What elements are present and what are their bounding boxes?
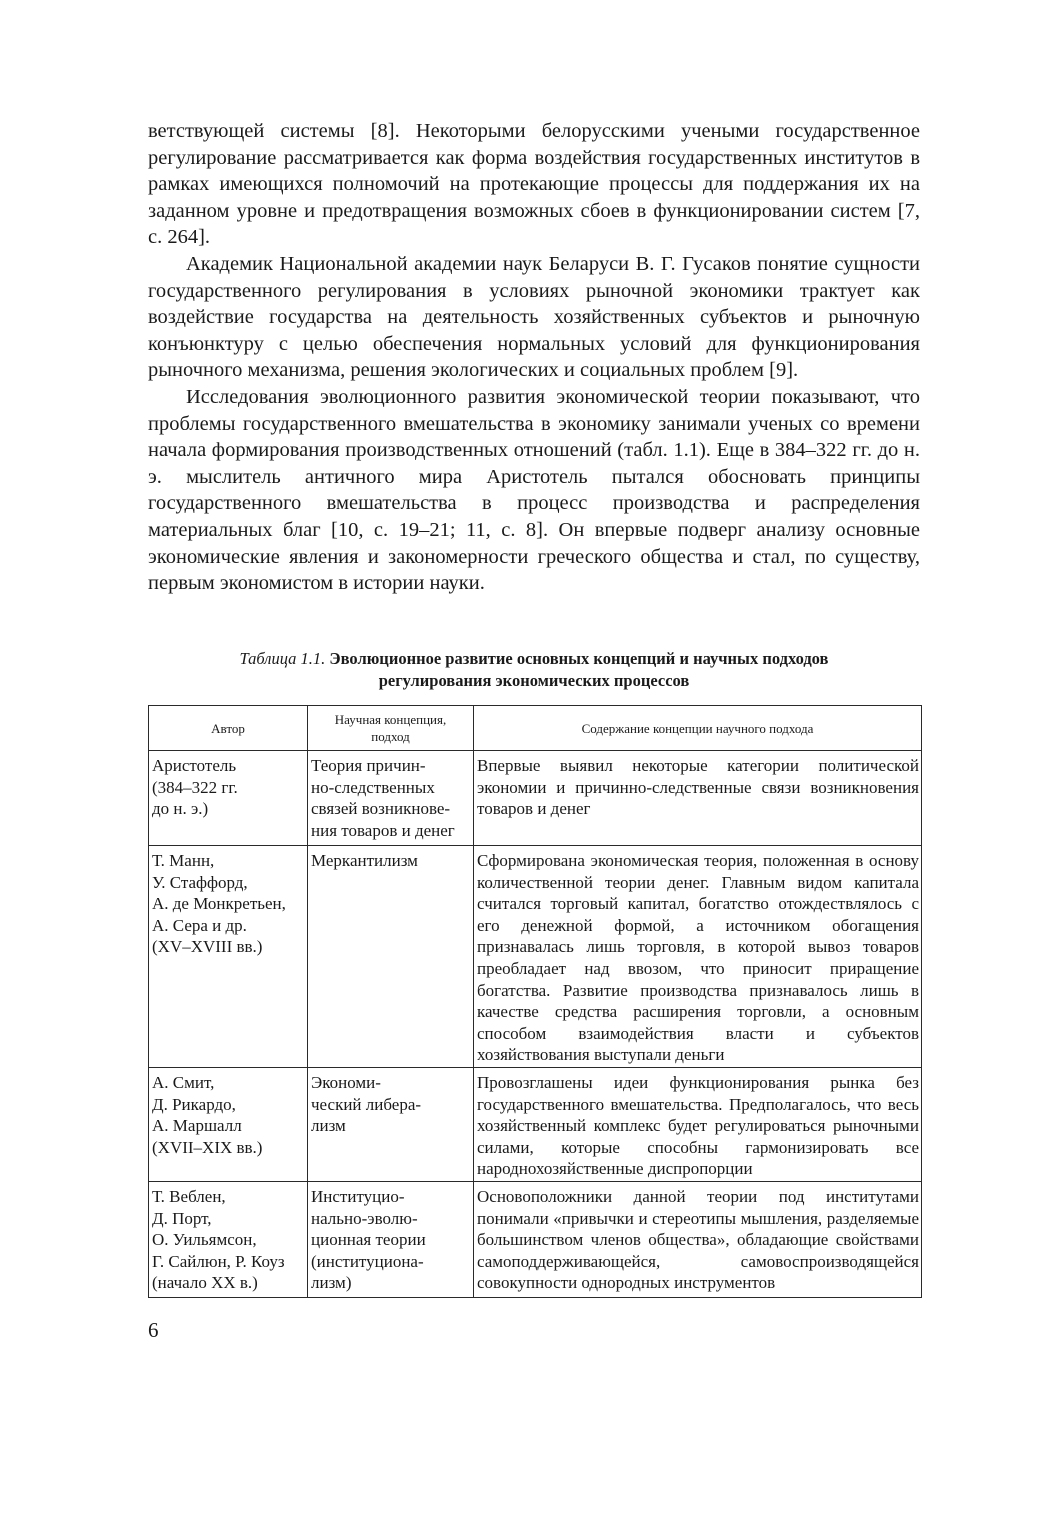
author-line: Д. Порт,	[152, 1208, 212, 1228]
concept-cell	[308, 751, 474, 846]
table-row	[149, 846, 922, 1068]
concept-line: но-следственных	[311, 777, 435, 797]
concept-line: связей возникнове-	[311, 799, 451, 819]
content-cell: Сформирована экономическая теория, положенная в основу количественной теории денег. Главным видом капитала считался торговый капитал, богатство отождествлялось с его денежной формой, а источником обогащения признавалась лишь торговля, в которой вывоз товаров преобладает над ввозом, что приносит приращение богатства. Развитие производства признавалось лишь в качестве средства расширения торговли, а основным способом взаимодействия власти и субъектов хозяйствования выступали деньги	[474, 846, 922, 1068]
author-line: Т. Манн,	[152, 851, 215, 870]
paragraph-2: Академик Национальной академии наук Беларуси В. Г. Гусаков понятие сущности государственного регулирования в условиях рыночной экономики трактует как воздействие государства на деятельность хозяйственных субъектов и рыночную конъюнктуру с целью обеспечения нормальных условий для функционирования рыночного механизма, решения экологических и социальных проблем [9].	[148, 252, 920, 382]
concept-line: нально-эволю-	[311, 1208, 418, 1228]
concept-line: ционная теории	[311, 1230, 426, 1250]
header-content: Содержание концепции научного подхода	[474, 706, 922, 751]
author-line: А. Маршалл	[152, 1116, 242, 1136]
concept-line: Теория причин-	[311, 756, 426, 775]
author-cell	[149, 751, 308, 846]
table-caption-title-line1: Эволюционное развитие основных концепций и научных подходов	[329, 649, 829, 668]
author-line: Т. Веблен,	[152, 1186, 226, 1206]
concepts-table	[148, 705, 922, 1298]
author-cell	[149, 1181, 308, 1297]
author-line: У. Стаффорд,	[152, 872, 248, 892]
author-line: Г. Сайлюн, Р. Коуз	[152, 1251, 285, 1271]
header-author: Автор	[149, 706, 308, 751]
author-cell	[149, 846, 308, 1068]
concept-line: лизм)	[311, 1273, 352, 1293]
content-cell: Провозглашены идеи функционирования рынка без государственного вмешательства. Предполагалось, что весь хозяйственный комплекс будет регулироваться рыночными силами, которые способны гармонизировать все народнохозяйственные диспропорции	[474, 1067, 922, 1181]
concept-line: ния товаров и денег	[311, 820, 455, 840]
page-number: 6	[148, 1318, 159, 1342]
concept-cell	[308, 1067, 474, 1181]
table-header-row	[149, 706, 922, 751]
concept-line: Институцио-	[311, 1186, 405, 1206]
concept-line: Экономи-	[311, 1072, 381, 1092]
table-caption-label: Таблица 1.1.	[239, 649, 326, 668]
author-line: (XV–XVIII вв.)	[152, 937, 263, 957]
concept-cell	[308, 846, 474, 1068]
table-caption	[148, 648, 920, 692]
body-text	[148, 118, 920, 597]
header-concept: Научная концепция, подход	[308, 706, 474, 751]
author-line: А. де Монкретьен,	[152, 894, 286, 914]
table-row	[149, 751, 922, 846]
table-caption-title-line2: регулирования экономических процессов	[378, 671, 690, 690]
content-cell: Основоположники данной теории под институтами понимали «привычки и стереотипы мышления, разделяемые большинством членов общества», обладающие свойствами самоподдерживающейся, самовоспроизводящейся совокупности однородных инструментов	[474, 1181, 922, 1297]
author-line: (начало XX в.)	[152, 1273, 258, 1293]
content-cell: Впервые выявил некоторые категории политической экономии и причинно-следственные связи возникновения товаров и денег	[474, 751, 922, 846]
author-line: Аристотель	[152, 756, 237, 775]
table-row	[149, 1067, 922, 1181]
concept-line: Меркантилизм	[311, 851, 418, 870]
author-line: О. Уильямсон,	[152, 1230, 257, 1250]
paragraph-3: Исследования эволюционного развития экономической теории показывают, что проблемы государственного вмешательства в экономику занимали ученых со времени начала формирования производственных отношений (табл. 1.1). Еще в 384–322 гг. до н. э. мыслитель античного мира Аристотель пытался обосновать принципы государственного вмешательства в процесс производства и распределения материальных благ [10, с. 19–21; 11, с. 8]. Он впервые подверг анализу основные экономические явления и закономерности греческого общества и стал, по существу, первым экономистом в истории науки.	[148, 385, 920, 595]
author-line: А. Сера и др.	[152, 915, 247, 935]
author-line: А. Смит,	[152, 1072, 215, 1092]
author-line: (XVII–XIX вв.)	[152, 1137, 263, 1157]
table-row	[149, 1181, 922, 1297]
concept-line: ческий либера-	[311, 1094, 422, 1114]
concept-line: (институциона-	[311, 1251, 424, 1271]
paragraph-1: ветствующей системы [8]. Некоторыми белорусскими учеными государственное регулирование рассматривается как форма воздействия государственных институтов в рамках имеющихся полномочий на протекающие процессы для поддержания их на заданном уровне и предотвращения возможных сбоев в функционировании систем [7, с. 264].	[148, 120, 920, 249]
author-line: (384–322 гг.	[152, 777, 238, 797]
concept-line: лизм	[311, 1116, 346, 1136]
author-line: до н. э.)	[152, 799, 209, 819]
author-line: Д. Рикардо,	[152, 1094, 236, 1114]
concept-cell	[308, 1181, 474, 1297]
author-cell	[149, 1067, 308, 1181]
